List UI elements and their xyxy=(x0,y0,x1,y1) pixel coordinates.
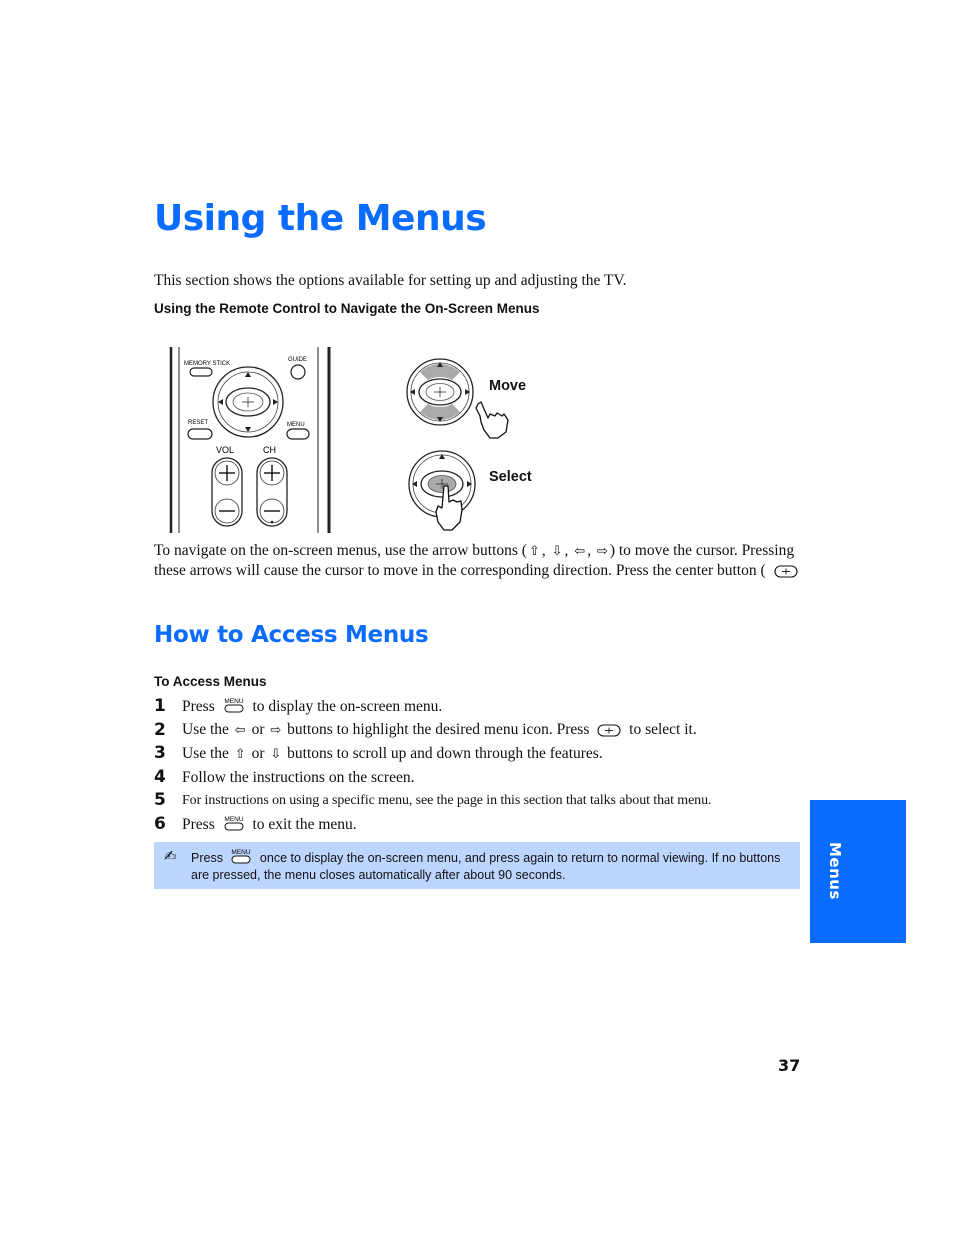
guide-label: GUIDE xyxy=(288,357,308,363)
steps-list xyxy=(154,695,814,836)
hand-pointer-icon xyxy=(476,402,508,438)
move-dial-illustration xyxy=(398,358,512,442)
note-box: ✍ Press MENU once to display the on-screen menu, and press again to return to normal viewing. If no buttons are pressed, the menu closes automatically after about 90 seconds. xyxy=(154,842,800,889)
select-label: Select xyxy=(489,469,532,485)
svg-text:MENU: MENU xyxy=(224,698,244,706)
left-arrow-icon: ⇦ xyxy=(234,723,246,739)
list-item: 5 For instructions on using a specific menu, see the page in this section that talks about that menu. xyxy=(154,790,712,811)
svg-text:MENU: MENU xyxy=(224,815,244,823)
memory-stick-label: MEMORY STICK xyxy=(184,361,231,367)
menu-button-icon xyxy=(223,815,245,831)
access-heading: To Access Menus xyxy=(154,674,267,689)
intro-text: This section shows the options available for setting up and adjusting the TV. xyxy=(154,272,627,289)
down-arrow-icon: ⇩ xyxy=(551,544,563,559)
select-dial-illustration xyxy=(400,450,490,532)
side-tab-menus xyxy=(810,800,906,943)
up-arrow-icon: ⇧ xyxy=(234,746,246,762)
note-pencil-icon: ✍ xyxy=(164,847,177,865)
list-item: 4 Follow the instructions on the screen. xyxy=(154,766,415,787)
list-item: 3 Use the ⇧ or ⇩ buttons to scroll up and down through the features. xyxy=(154,743,603,764)
page-number: 37 xyxy=(778,1056,801,1075)
down-arrow-icon: ⇩ xyxy=(270,746,282,762)
list-item: 1 Press MENU to display the on-screen menu. xyxy=(154,696,443,717)
page-title: Using the Menus xyxy=(154,198,487,239)
move-label: Move xyxy=(489,378,527,394)
up-arrow-icon: ⇧ xyxy=(528,544,540,559)
svg-text:MENU: MENU xyxy=(231,849,252,856)
center-button-icon xyxy=(774,565,798,578)
remote-control-illustration xyxy=(168,345,336,535)
side-tab-label: Menus xyxy=(826,842,844,900)
right-arrow-icon: ⇨ xyxy=(270,723,282,739)
section-title: How to Access Menus xyxy=(154,622,429,648)
menu-button-icon xyxy=(223,697,245,713)
left-arrow-icon: ⇦ xyxy=(574,544,586,559)
remote-heading: Using the Remote Control to Navigate the On-Screen Menus xyxy=(154,301,540,316)
list-item: 2 Use the ⇦ or ⇨ buttons to highlight the desired menu icon. Press to select it. xyxy=(154,719,697,740)
navigation-paragraph: To navigate on the on-screen menus, use the arrow buttons ( ⇧ , ⇩ , ⇦ , ⇨ ) to move the cursor. Pressing these arrows will cause the cursor to move in the corresponding direction. Press the center button ( xyxy=(154,541,802,580)
center-button-icon xyxy=(597,724,621,737)
vol-label: VOL xyxy=(216,445,235,455)
list-item: 6 Press MENU to exit the menu. xyxy=(154,813,357,834)
ch-label: CH xyxy=(263,445,276,455)
right-arrow-icon: ⇨ xyxy=(596,544,608,559)
reset-label: RESET xyxy=(188,420,209,426)
menu-label: MENU xyxy=(287,422,305,428)
menu-button-icon xyxy=(230,848,252,864)
